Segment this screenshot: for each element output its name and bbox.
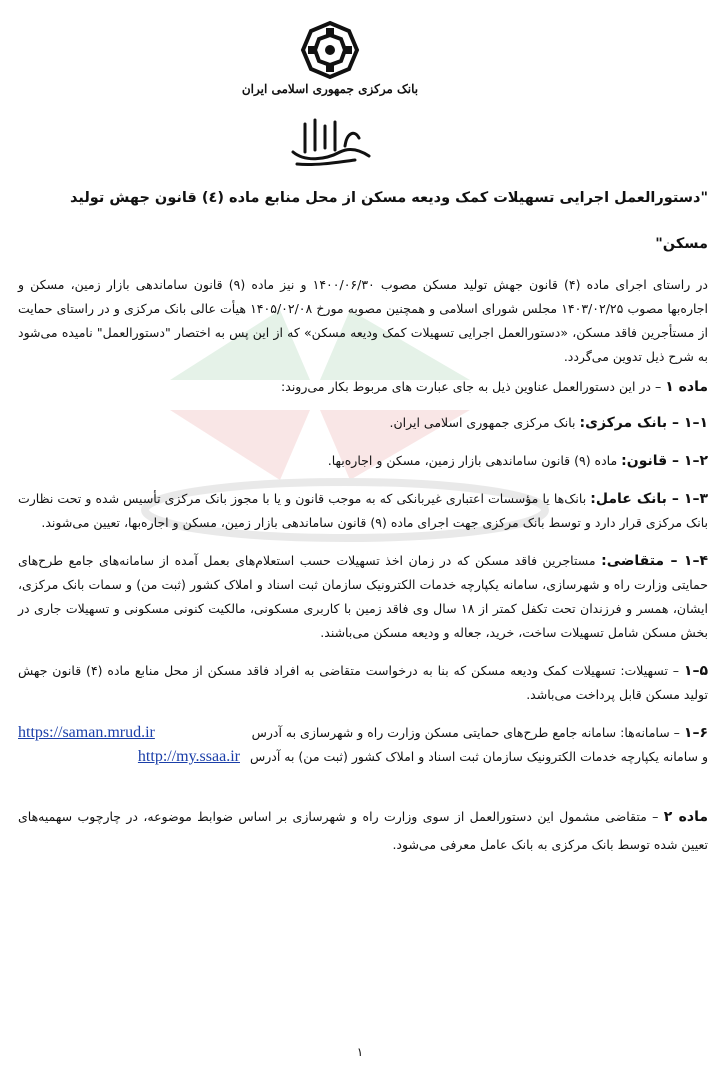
- article-1: [18, 375, 708, 399]
- definition-1-5: [18, 659, 708, 707]
- letterhead: [0, 10, 720, 170]
- definition-1-6-line-2: [18, 745, 708, 769]
- definition-text: و سامانه یکپارچه خدمات الکترونیک سازمان ثبت اسناد و املاک کشور (ثبت من) به آدرس: [249, 749, 708, 764]
- definition-1-2: ۲–۱ – قانون: ماده (۹) قانون ساماندهی بازار زمین، مسکن و اجاره‌بها.: [327, 453, 708, 469]
- definition-text: ماده (۹) قانون ساماندهی بازار زمین، مسکن و اجاره‌بها.: [327, 453, 622, 468]
- preamble-paragraph: در راستای اجرای ماده (۴) قانون جهش تولید مسکن مصوب ۱۴۰۰/۰۶/۳۰ و نیز ماده (۹) قانون ساماندهی بازار زمین، مسکن و اجاره‌بها مصوب ۱۴۰۳/۰۲/۲۵ مجلس شورای اسلامی و همچنین مصوبه مورخ ۱۴۰۵/۰۲/۰۸ هیأت عالی بانک مرکزی و در راستای حمایت از مستأجرین فاقد مسکن، «دستورالعمل اجرایی تسهیلات کمک ودیعه مسکن» که از این پس به اختصار "دستورالعمل" نامیده می‌شود به شرح ذیل تدوین می‌گردد.: [18, 277, 709, 364]
- definition-number: ۳–۱: [683, 491, 709, 507]
- document-title-line-2: مسکن": [655, 236, 708, 252]
- definition-number: ۱–۱: [683, 415, 708, 431]
- definition-1-1: ۱–۱ – بانک مرکزی: بانک مرکزی جمهوری اسلامی ایران.: [389, 415, 708, 431]
- definition-number: ۶–۱: [683, 725, 708, 741]
- article-2: [18, 803, 708, 859]
- definition-term: بانک عامل:: [590, 491, 667, 507]
- definition-number: ۴–۱: [683, 553, 708, 569]
- document-body: [18, 175, 708, 859]
- article-1-label: ماده ۱: [665, 379, 708, 395]
- definition-term: بانک مرکزی:: [579, 415, 668, 431]
- saman-url-link[interactable]: https://saman.mrud.ir: [18, 724, 155, 741]
- article-1-text: – در این دستورالعمل عناوین ذیل به جای عبارت های مربوط بکار می‌روند:: [281, 379, 666, 394]
- definition-text: – تسهیلات: تسهیلات کمک ودیعه مسکن که بنا به درخواست متقاضی به افراد فاقد مسکن از محل منابع ماده (۴) قانون جهش تولید مسکن قابل پرداخت می‌باشد.: [18, 663, 708, 702]
- bank-name: بانک مرکزی جمهوری اسلامی ایران: [241, 82, 419, 96]
- bismillah-calligraphy-icon: [285, 112, 375, 167]
- definition-text: مستاجرین فاقد مسکن که در زمان اخذ تسهیلات حسب استعلام‌های بعمل آمده از سامانه‌های جامع طرح‌های حمایتی وزارت راه و شهرسازی، سامانه یکپارچه خدمات الکترونیک سازمان ثبت اسناد و املاک کشور (ثبت من) و سمات بانک مرکزی، ایشان، همسر و فرزندان تحت تکفل کمتر از ۱۸ سال وی فاقد زمین با کاربری مسکونی، مالکیت کنونی مسکونی و تسهیلات جاری در بخش مسکن شامل تسهیلات ساخت، خرید، جعاله و ودیعه مسکن می‌باشند.: [18, 553, 708, 640]
- document-title-line-1: "دستورالعمل اجرایی تسهیلات کمک ودیعه مسکن از محل منابع ماده (٤) قانون جهش تولید: [70, 190, 708, 206]
- definition-1-6-line-1: [18, 721, 708, 745]
- definition-term: قانون:: [621, 453, 668, 469]
- definition-text: بانک‌ها یا مؤسسات اعتباری غیربانکی که به موجب قانون و یا با مجوز بانک مرکزی تأسیس شده و تحت نظارت بانک مرکزی قرار دارد و توسط بانک مرکزی جهت اجرای ماده (۹) قانون ساماندهی بازار زمین، مسکن و اجاره‌بها، تعیین می‌شوند.: [18, 491, 708, 530]
- definition-number: ۲–۱: [683, 453, 708, 469]
- definition-text: – سامانه‌ها: سامانه جامع طرح‌های حمایتی مسکن وزارت راه و شهرسازی به آدرس: [251, 725, 684, 740]
- article-2-text: – متقاضی مشمول این دستورالعمل از سوی وزارت راه و شهرسازی بر اساس ضوابط موضوعه، در چارچوب سهمیه‌های تعیین شده توسط بانک مرکزی به بانک عامل معرفی می‌شود.: [18, 809, 708, 852]
- ssaa-url-link[interactable]: http://my.ssaa.ir: [137, 748, 240, 765]
- page-number: ۱: [356, 1045, 364, 1059]
- definition-1-3: ۳–۱ – بانک عامل: بانک‌ها یا مؤسسات اعتباری غیربانکی که به موجب قانون و یا با مجوز بانک مرکزی تأسیس شده و تحت نظارت بانک مرکزی قرار دارد و توسط بانک مرکزی جهت اجرای ماده (۹) قانون ساماندهی بازار زمین، مسکن و اجاره‌بها، تعیین می‌شوند.: [18, 491, 709, 530]
- definition-text: بانک مرکزی جمهوری اسلامی ایران.: [389, 415, 580, 430]
- article-2-label: ماده ۲: [663, 809, 708, 825]
- definition-1-4: ۴–۱ – متقاضی: مستاجرین فاقد مسکن که در زمان اخذ تسهیلات حسب استعلام‌های بعمل آمده از سامانه‌های جامع طرح‌های حمایتی وزارت راه و شهرسازی، سامانه یکپارچه خدمات الکترونیک سازمان ثبت اسناد و املاک کشور (ثبت من) و سمات بانک مرکزی، ایشان، همسر و فرزندان تحت تکفل کمتر از ۱۸ سال وی فاقد زمین با کاربری مسکونی، مالکیت کنونی مسکونی و تسهیلات جاری در بخش مسکن شامل تسهیلات ساخت، خرید، جعاله و ودیعه مسکن می‌باشند.: [18, 553, 708, 640]
- central-bank-logo-icon: [300, 20, 360, 80]
- definition-term: متقاضی:: [601, 553, 665, 569]
- definition-number: ۵–۱: [683, 663, 709, 679]
